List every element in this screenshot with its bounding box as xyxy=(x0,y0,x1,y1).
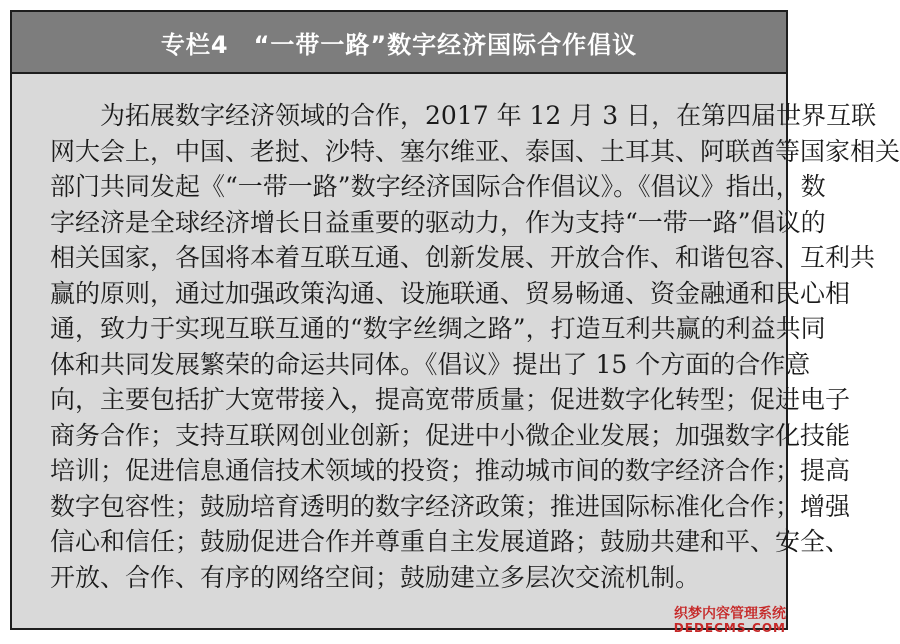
body-line: 网大会上，中国、老挝、沙特、塞尔维亚、泰国、土耳其、阿联酋等国家相关 xyxy=(50,136,900,166)
body-line: 商务合作；支持互联网创业创新；促进中小微企业发展；加强数字化技能 xyxy=(50,420,851,450)
body-line: 信心和信任；鼓励促进合作并尊重自主发展道路；鼓励共建和平、安全、 xyxy=(50,527,851,556)
body-line: 向，主要包括扩大宽带接入，提高宽带质量；促进数字化转型；促进电子 xyxy=(50,385,851,414)
column-box xyxy=(10,10,900,630)
body-line: 数字包容性；鼓励培育透明的数字经济政策；推进国际标准化合作；增强 xyxy=(50,491,851,521)
body-line: 体和共同发展繁荣的命运共同体。《倡议》提出了 15 个方面的合作意 xyxy=(50,349,811,379)
body-line: 赢的原则，通过加强政策沟通、设施联通、贸易畅通、资金融通和民心相 xyxy=(50,278,851,308)
body-line: 部门共同发起《“一带一路”数字经济国际合作倡议》。《倡议》指出，数 xyxy=(50,172,826,201)
column-title: 专栏4 “一带一路”数字经济国际合作倡议 xyxy=(160,30,638,59)
column-title-bar xyxy=(12,12,786,74)
body-line: 开放、合作、有序的网络空间；鼓励建立多层次交流机制。 xyxy=(50,562,701,592)
body-line: 通，致力于实现互联互通的“数字丝绸之路”，打造互利共赢的利益共同 xyxy=(50,314,826,343)
watermark xyxy=(674,606,786,636)
body-line: 相关国家，各国将本着互联互通、创新发展、开放合作、和谐包容、互利共 xyxy=(50,243,876,272)
body-line: 培训；促进信息通信技术领域的投资；推动城市间的数字经济合作；提高 xyxy=(50,456,851,485)
body-line: 为拓展数字经济领域的合作，2017 年 12 月 3 日，在第四届世界互联 xyxy=(100,101,877,130)
watermark-en: DEDECMS.COM xyxy=(673,621,786,636)
watermark-cn: 织梦内容管理系统 xyxy=(674,606,786,623)
column-body xyxy=(50,98,900,595)
body-line: 字经济是全球经济增长日益重要的驱动力，作为支持“一带一路”倡议的 xyxy=(50,207,826,237)
